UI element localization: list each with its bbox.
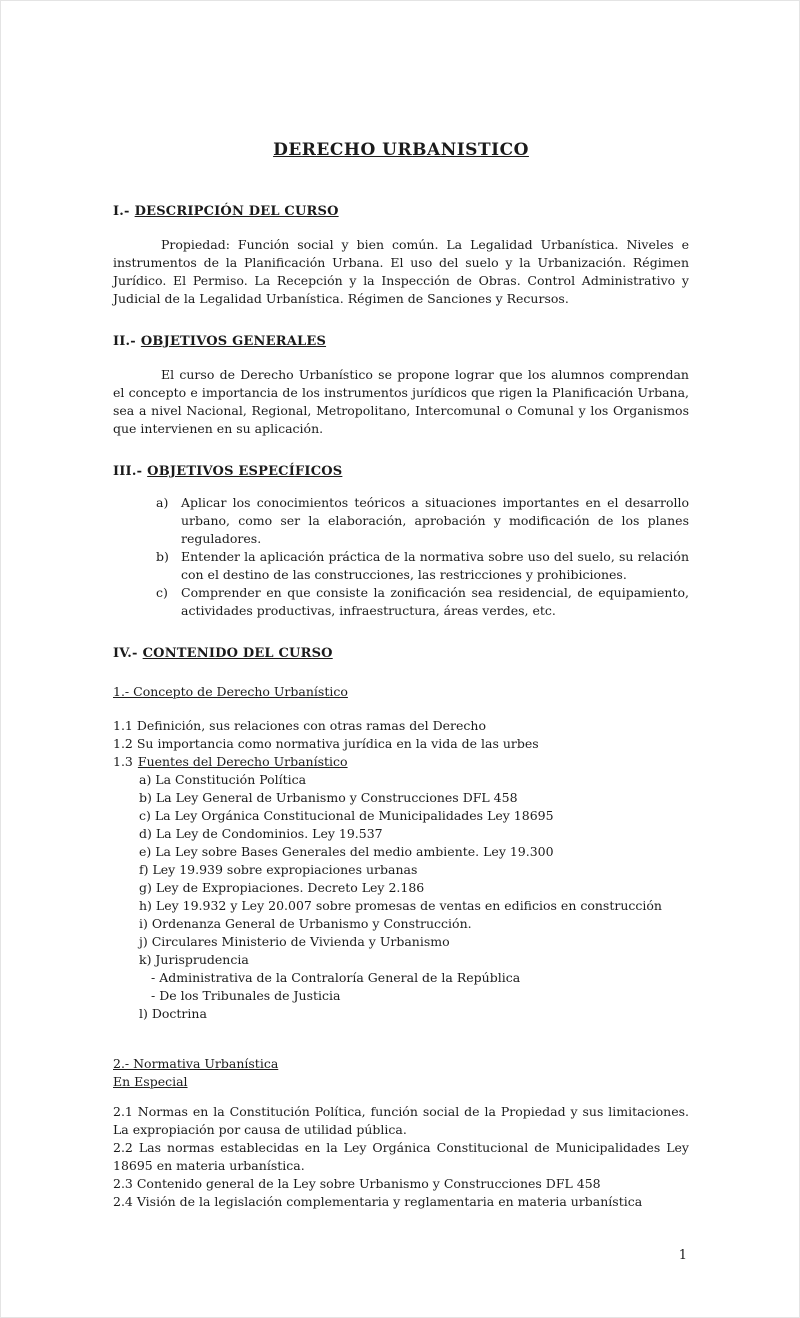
section-descripcion-body: Propiedad: Función social y bien común. La Legalidad Urbanística. Niveles e instrumentos de la Planificación Urbana. El uso del suelo y la Urbanización. Régimen Jurídico. El Permiso. La Recepción y la Inspección de Obras. Control Administrativo y Judicial de la Legalidad Urbanística. Régimen de Sanciones y Recursos.: [113, 237, 689, 306]
source-item: d) La Ley de Condominios. Ley 19.537: [139, 826, 383, 841]
source-item: c) La Ley Orgánica Constitucional de Municipalidades Ley 18695: [139, 808, 554, 823]
section-contenido-heading: [113, 645, 689, 663]
source-item: h) Ley 19.932 y Ley 20.007 sobre promesas de ventas en edificios en construcción: [139, 898, 662, 913]
document-title: DERECHO URBANISTICO: [273, 140, 529, 160]
section-objetivos-generales-body: El curso de Derecho Urbanístico se propone lograr que los alumnos comprendan el concepto e importancia de los instrumentos jurídicos que rigen la Planificación Urbana, sea a nivel Nacional, Regional, Metropolitano, Intercomunal o Comunal y los Organismos que intervienen en su aplicación.: [113, 367, 689, 436]
line-1-3-title: Fuentes del Derecho Urbanístico: [137, 754, 348, 769]
line-1-3-number: 1.3: [113, 754, 133, 769]
section-contenido-title: CONTENIDO DEL CURSO: [142, 646, 333, 661]
unit-2-para-2-1: 2.1 Normas en la Constitución Política, función social de la Propiedad y sus limitaciones. La expropiación por causa de utilidad pública.: [113, 1104, 689, 1137]
objective-text: Entender la aplicación práctica de la normativa sobre uso del suelo, su relación con el destino de las construcciones, las restricciones y prohibiciones.: [181, 549, 689, 582]
sources-list: [113, 771, 689, 1023]
unit-2-heading: 2.- Normativa Urbanística: [113, 1056, 279, 1071]
objective-item: [113, 494, 689, 548]
unit-2-para-2-3: 2.3 Contenido general de la Ley sobre Urbanismo y Construcciones DFL 458: [113, 1176, 601, 1191]
unit-2-subheading: En Especial: [113, 1074, 188, 1089]
objective-text: Comprender en que consiste la zonificación sea residencial, de equipamiento, actividades productivas, infraestructura, áreas verdes, etc.: [181, 585, 689, 618]
source-item: j) Circulares Ministerio de Vivienda y Urbanismo: [139, 934, 450, 949]
section-contenido-number: IV.-: [113, 646, 138, 661]
objective-item: [113, 548, 689, 584]
section-objetivos-especificos-number: III.-: [113, 464, 143, 479]
section-objetivos-especificos-heading: [113, 463, 689, 481]
section-objetivos-generales: [113, 333, 689, 438]
source-item: a) La Constitución Política: [139, 772, 307, 787]
unit-2-para-2-2: 2.2 Las normas establecidas en la Ley Orgánica Constitucional de Municipalidades Ley 18695 en materia urbanística.: [113, 1140, 689, 1173]
unit-1-heading: 1.- Concepto de Derecho Urbanístico: [113, 684, 348, 699]
section-descripcion-number: I.-: [113, 204, 130, 219]
source-item: f) Ley 19.939 sobre expropiaciones urbanas: [139, 862, 418, 877]
section-descripcion-heading: [113, 203, 689, 221]
source-item: b) La Ley General de Urbanismo y Construcciones DFL 458: [139, 790, 518, 805]
unit-2-para-2-4: 2.4 Visión de la legislación complementaria y reglamentaria en materia urbanística: [113, 1194, 643, 1209]
objectives-list: [113, 494, 689, 620]
objective-text: Aplicar los conocimientos teóricos a situaciones importantes en el desarrollo urbano, como ser la elaboración, aprobación y modificación de los planes reguladores.: [181, 495, 689, 546]
unit-1-line-1-2: 1.2 Su importancia como normativa jurídica en la vida de las urbes: [113, 736, 539, 751]
section-descripcion-title: DESCRIPCIÓN DEL CURSO: [134, 204, 339, 219]
unit-1-line-1-3: [113, 753, 689, 771]
unit-2-paragraphs: [113, 1103, 689, 1211]
section-objetivos-especificos: [113, 463, 689, 620]
unit-1-line-1-1: 1.1 Definición, sus relaciones con otras ramas del Derecho: [113, 718, 486, 733]
objective-item: [113, 584, 689, 620]
source-item: k) Jurisprudencia: [139, 952, 249, 967]
section-contenido-del-curso: [113, 645, 689, 1211]
jurisprudence-sub-item: - De los Tribunales de Justicia: [151, 988, 341, 1003]
section-descripcion-del-curso: [113, 203, 689, 308]
section-objetivos-generales-heading: [113, 333, 689, 351]
objective-label: b): [156, 549, 169, 564]
source-item: l) Doctrina: [139, 1006, 207, 1021]
section-objetivos-generales-number: II.-: [113, 334, 136, 349]
section-objetivos-especificos-title: OBJETIVOS ESPECÍFICOS: [147, 464, 343, 479]
unit-1-definitions: [113, 717, 689, 1023]
objective-label: c): [156, 585, 168, 600]
source-item: i) Ordenanza General de Urbanismo y Construcción.: [139, 916, 472, 931]
page-number: 1: [678, 1248, 687, 1263]
source-item: g) Ley de Expropiaciones. Decreto Ley 2.186: [139, 880, 425, 895]
objective-label: a): [156, 495, 169, 510]
source-item: e) La Ley sobre Bases Generales del medio ambiente. Ley 19.300: [139, 844, 554, 859]
section-objetivos-generales-title: OBJETIVOS GENERALES: [140, 334, 327, 349]
jurisprudence-sub-item: - Administrativa de la Contraloría General de la República: [151, 970, 521, 985]
